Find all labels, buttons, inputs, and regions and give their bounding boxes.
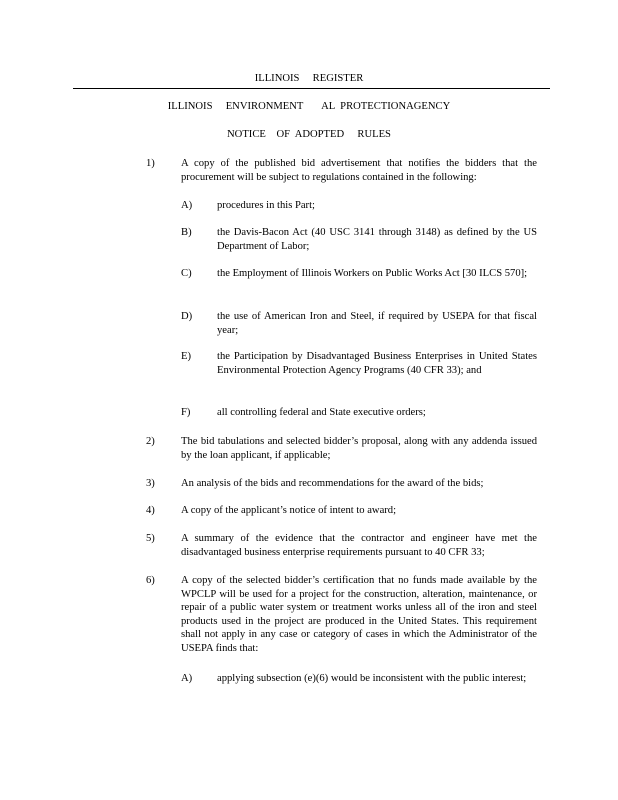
item-6a-text: applying subsection (e)(6) would be inconsistent with the public interest;	[217, 673, 527, 684]
item-2-marker: 2)	[146, 436, 155, 447]
item-3-text: An analysis of the bids and recommendations for the award of the bids;	[181, 478, 484, 489]
item-1a-marker: A)	[181, 200, 193, 211]
item-5-marker: 5)	[146, 533, 155, 544]
item-1f-marker: F)	[181, 407, 191, 418]
item-1b-marker: B)	[181, 227, 192, 238]
item-6a-marker: A)	[181, 673, 193, 684]
item-1-text: A copy of the published bid advertisement that notifies the bidders that the procurement will be subject to regulations contained in the following:	[181, 158, 537, 183]
item-1c-text: the Employment of Illinois Workers on Public Works Act [30 ILCS 570];	[217, 268, 528, 279]
item-4-text: A copy of the applicant’s notice of intent to award;	[181, 505, 397, 516]
item-5-text: A summary of the evidence that the contractor and engineer have met the disadvantaged business enterprise requirements pursuant to 40 CFR 33;	[181, 533, 537, 558]
item-1d-text: the use of American Iron and Steel, if required by USEPA for that fiscal year;	[217, 311, 537, 336]
item-3-marker: 3)	[146, 478, 155, 489]
notice-title: NOTICE OF ADOPTED RULES	[227, 129, 391, 140]
item-1a-text: procedures in this Part;	[217, 200, 315, 211]
header-rule	[73, 88, 550, 89]
item-6-marker: 6)	[146, 575, 155, 586]
item-2-text: The bid tabulations and selected bidder’s proposal, along with any addenda issued by the loan applicant, if applicable;	[181, 436, 537, 461]
register-title: ILLINOIS REGISTER	[254, 73, 364, 84]
item-1d-marker: D)	[181, 311, 193, 322]
item-6-text: A copy of the selected bidder’s certification that no funds made available by the WPCLP will be used for a project for the construction, alteration, maintenance, or repair of a public water system or treatment works unless all of the iron and steel products used in the project are produced in the United States. This requirement shall not apply in any case or category of cases in which the Administrator of the USEPA finds that:	[181, 575, 537, 654]
item-1e-text: the Participation by Disadvantaged Business Enterprises in United States Environmental Protection Agency Programs (40 CFR 33); and	[217, 351, 537, 376]
item-1b-text: the Davis-Bacon Act (40 USC 3141 through 3148) as defined by the US Department of Labor;	[217, 227, 537, 252]
item-1f-text: all controlling federal and State executive orders;	[217, 407, 426, 418]
item-1-marker: 1)	[146, 158, 155, 169]
agency-title: ILLINOIS ENVIRONMENT AL PROTECTIONAGENCY	[167, 101, 451, 112]
item-1e-marker: E)	[181, 351, 191, 362]
item-4-marker: 4)	[146, 505, 155, 516]
item-1c-marker: C)	[181, 268, 192, 279]
